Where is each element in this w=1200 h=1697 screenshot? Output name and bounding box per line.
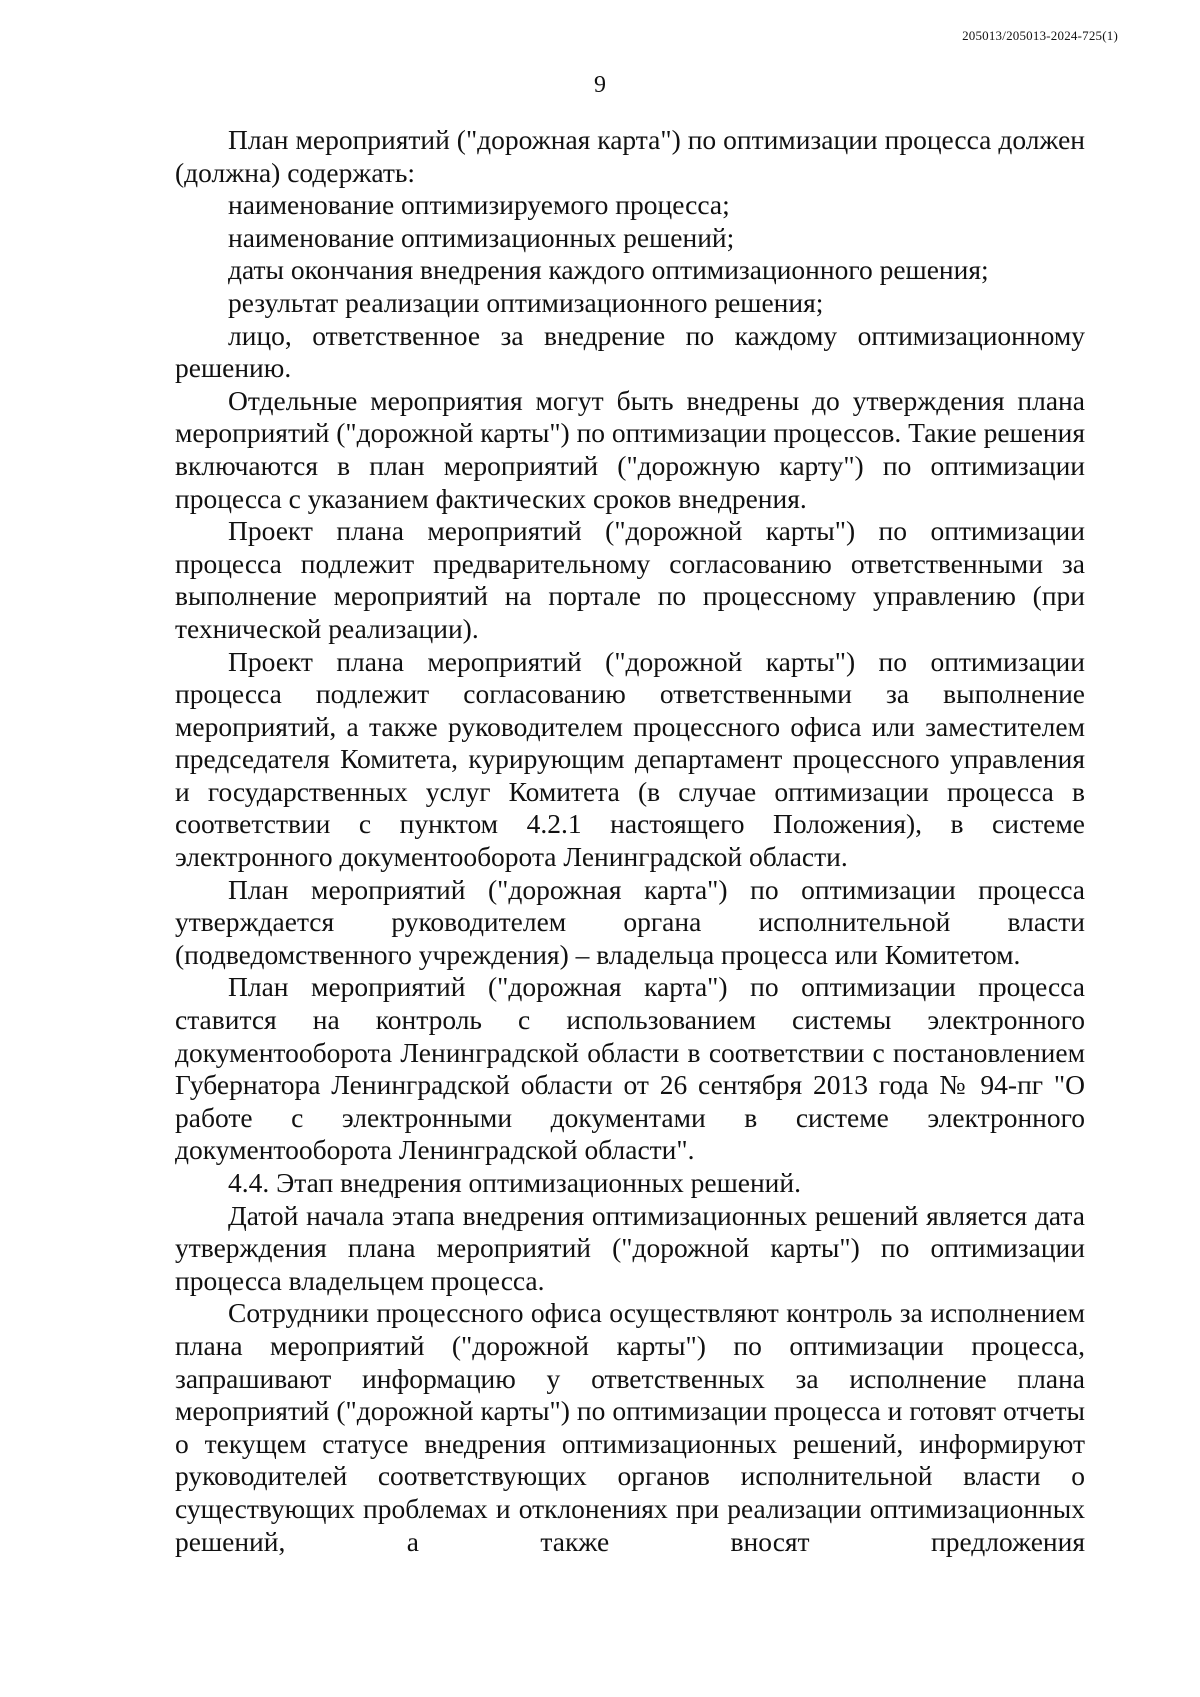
paragraph-plan-contents: План мероприятий ("дорожная карта") по оптимизации процесса должен (должна) содержать: — [175, 124, 1085, 188]
document-body — [175, 124, 1085, 1558]
page-number: 9 — [594, 72, 606, 98]
list-item-responsible-person: лицо, ответственное за внедрение по каждому оптимизационному решению. — [175, 319, 1085, 384]
paragraph-early-implementation: Отдельные мероприятия могут быть внедрены до утверждения плана мероприятий ("дорожной карты") по оптимизации процессов. Такие решения включаются в план мероприятий ("дорожную карту") по оптимизации процесса с указанием фактических сроков внедрения. — [175, 384, 1085, 514]
list-item-end-dates: даты окончания внедрения каждого оптимизационного решения; — [228, 254, 989, 286]
paragraph-preliminary-approval: Проект плана мероприятий ("дорожной карты") по оптимизации процесса подлежит предварительному согласованию ответственными за выполнение мероприятий на портале по процессному управлению (при технической реализации). — [175, 515, 1085, 644]
section-heading-4-4: 4.4. Этап внедрения оптимизационных решений. — [228, 1167, 801, 1198]
paragraph-plan-control: План мероприятий ("дорожная карта") по оптимизации процесса ставится на контроль с использованием системы электронного документооборота Ленинградской области в соответствии с постановлением Губернатора Ленинградской области от 26 сентября 2013 года № 94-пг "О работе с электронными документами в системе электронного документооборота Ленинградской области". — [175, 971, 1085, 1166]
paragraph-approval: Проект плана мероприятий ("дорожной карты") по оптимизации процесса подлежит согласованию ответственными за выполнение мероприятий, а также руководителем процессного офиса или заместителем председателя Комитета, курирующим департамент процессного управления и государственных услуг Комитета (в случае оптимизации процесса в соответствии с пунктом 4.2.1 настоящего Положения), в системе электронного документооборота Ленинградской области. — [175, 645, 1085, 873]
paragraph-plan-authorization: План мероприятий ("дорожная карта") по оптимизации процесса утверждается руководителем органа исполнительной власти (подведомственного учреждения) – владельца процесса или Комитетом. — [175, 873, 1085, 970]
document-id: 205013/205013-2024-725(1) — [962, 28, 1118, 43]
paragraph-stage-start-date: Датой начала этапа внедрения оптимизационных решений является дата утверждения плана мероприятий ("дорожной карты") по оптимизации процесса владельцем процесса. — [175, 1199, 1085, 1296]
list-item-result: результат реализации оптимизационного решения; — [228, 286, 824, 318]
list-item-process-name: наименование оптимизируемого процесса; — [228, 189, 730, 221]
list-item-solutions-name: наименование оптимизационных решений; — [228, 221, 735, 253]
paragraph-process-office-control: Сотрудники процессного офиса осуществляют контроль за исполнением плана мероприятий ("дорожной карты") по оптимизации процесса, запрашивают информацию у ответственных за исполнение плана мероприятий ("дорожной карты") по оптимизации процесса и готовят отчеты о текущем статусе внедрения оптимизационных решений, информируют руководителей соответствующих органов исполнительной власти о существующих проблемах и отклонениях при реализации оптимизационных решений, а также вносят предложения — [175, 1297, 1085, 1557]
